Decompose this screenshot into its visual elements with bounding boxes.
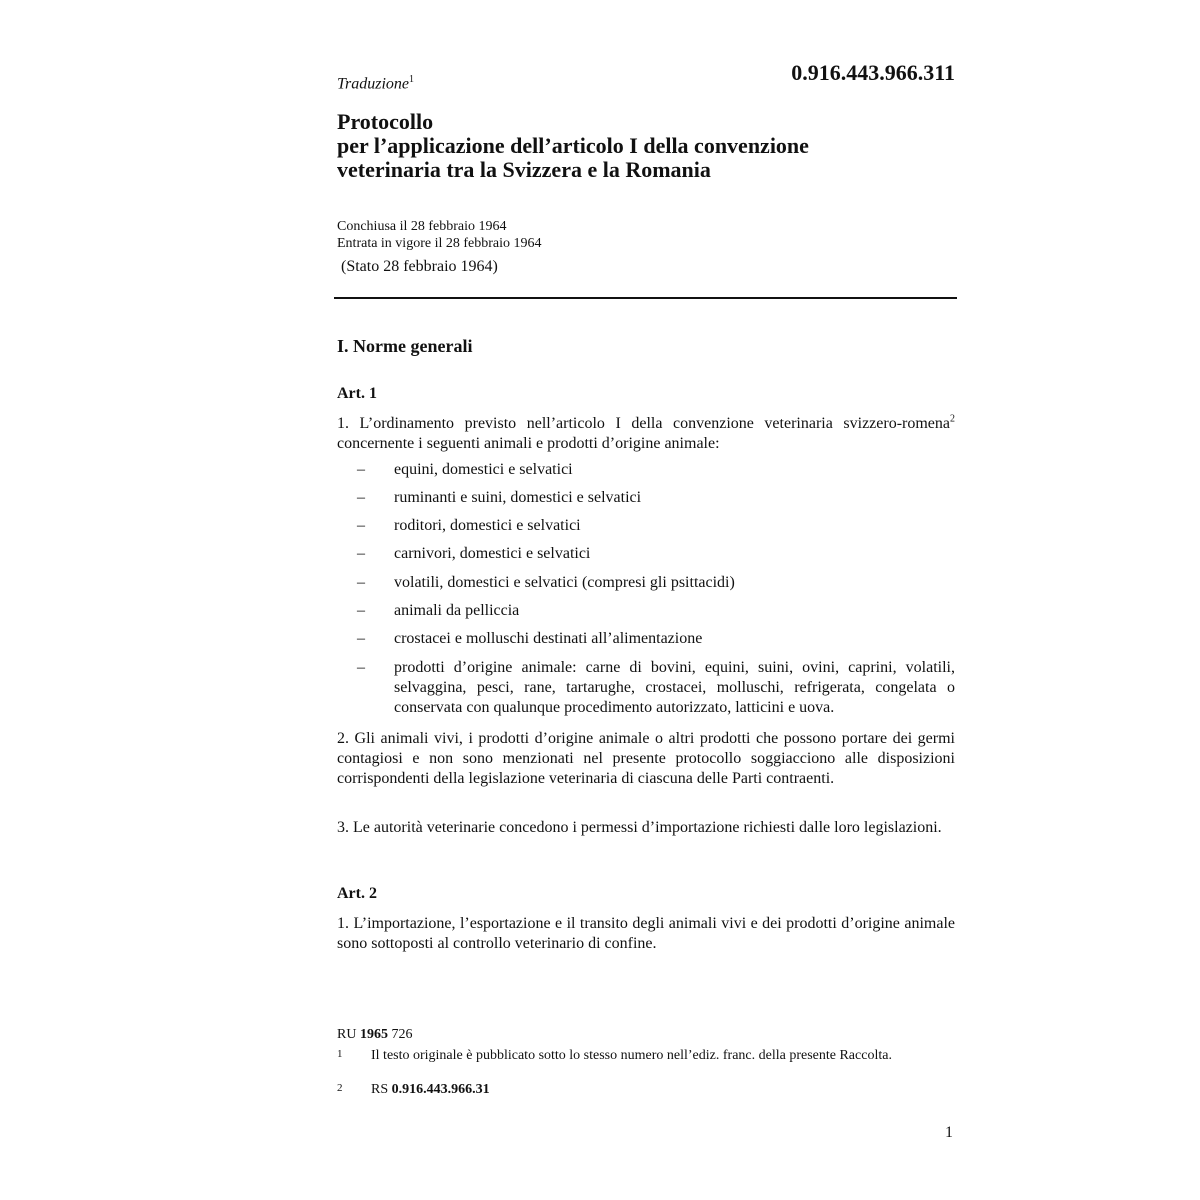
footnote-ref-2[interactable]: 2	[950, 413, 955, 425]
paragraph-text-cont: concernente i seguenti animali e prodotti d’origine animale:	[337, 435, 720, 452]
article-2-paragraph-1: 1. L’importazione, l’esportazione e il transito degli animali vivi e dei prodotti d’origine animale sono sottoposti al controllo veterinario di confine.	[337, 915, 955, 952]
footnote-1-number: 1	[337, 1048, 343, 1060]
article-1-paragraph-3: 3. Le autorità veterinarie concedono i permessi d’importazione richiesti dalle loro legislazioni.	[337, 819, 942, 836]
footnote-2	[337, 1082, 957, 1100]
document-title	[337, 110, 809, 182]
ru-reference	[337, 1027, 412, 1043]
list-dash: –	[357, 630, 365, 647]
title-line-3: veterinaria tra la Svizzera e la Romania	[337, 157, 711, 182]
footnote-2-number: 2	[337, 1082, 343, 1094]
section-title: I. Norme generali	[337, 336, 473, 356]
list-item-text: roditori, domestici e selvatici	[394, 517, 581, 534]
list-item-text: carnivori, domestici e selvatici	[394, 545, 591, 562]
list-dash: –	[357, 574, 365, 591]
ru-year: 1965	[359, 1027, 388, 1042]
in-force-date: Entrata in vigore il 28 febbraio 1964	[337, 236, 542, 251]
list-item-text: equini, domestici e selvatici	[394, 461, 573, 478]
status-date: (Stato 28 febbraio 1964)	[341, 258, 498, 275]
list-dash: –	[357, 545, 365, 562]
concluded-date: Conchiusa il 28 febbraio 1964	[337, 219, 507, 234]
list-dash: –	[357, 602, 365, 619]
footnote-1-text: Il testo originale è pubblicato sotto lo stesso numero nell’ediz. franc. della presente Raccolta.	[371, 1048, 892, 1063]
list-dash: –	[357, 659, 365, 676]
document-page	[337, 0, 957, 1200]
list-dash: –	[357, 517, 365, 534]
article-1-heading: Art. 1	[337, 385, 377, 402]
list-item-text: volatili, domestici e selvatici (compresi gli psittacidi)	[394, 574, 735, 591]
article-1-paragraph-1	[337, 414, 955, 454]
list-item-text: animali da pelliccia	[394, 602, 520, 619]
list-item-text: crostacei e molluschi destinati all’alimentazione	[394, 630, 703, 647]
article-1-paragraph-2: 2. Gli animali vivi, i prodotti d’origine animale o altri prodotti che possono portare dei germi contagiosi e non sono menzionati nel presente protocollo soggiacciono alle disposizioni corrispondenti della legislazione veterinaria di ciascuna delle Parti contraenti.	[337, 730, 955, 787]
translation-label	[337, 74, 414, 93]
list-dash: –	[357, 489, 365, 506]
ru-prefix: RU	[337, 1027, 360, 1042]
article-2-heading: Art. 2	[337, 885, 377, 902]
document-meta	[337, 218, 542, 252]
list-item-text: prodotti d’origine animale: carne di bovini, equini, suini, ovini, caprini, volatili, selvaggina, pesci, rane, tartarughe, crostacei, molluschi, refrigerata, congelata o conservata con qualunque procedimento autorizzato, latticini e uova.	[394, 659, 955, 716]
sr-number: 0.916.443.966.311	[791, 60, 955, 85]
page-number: 1	[945, 1124, 953, 1141]
header-divider	[334, 297, 957, 299]
title-line-1: Protocollo	[337, 109, 434, 134]
list-item-text: ruminanti e suini, domestici e selvatici	[394, 489, 642, 506]
paragraph-text: 1. L’ordinamento previsto nell’articolo I della convenzione veterinaria svizzero-romena	[337, 415, 950, 432]
footnote-1	[337, 1048, 957, 1082]
footnote-2-reference[interactable]: 0.916.443.966.31	[391, 1082, 490, 1097]
footnote-2-prefix: RS	[371, 1082, 392, 1097]
title-line-2: per l’applicazione dell’articolo I della convenzione	[337, 133, 809, 158]
footnote-ref-1[interactable]: 1	[409, 74, 415, 85]
footnote-2-text	[371, 1082, 931, 1098]
list-dash: –	[357, 461, 365, 478]
ru-page: 726	[387, 1027, 413, 1042]
translation-label-text: Traduzione	[337, 75, 410, 93]
